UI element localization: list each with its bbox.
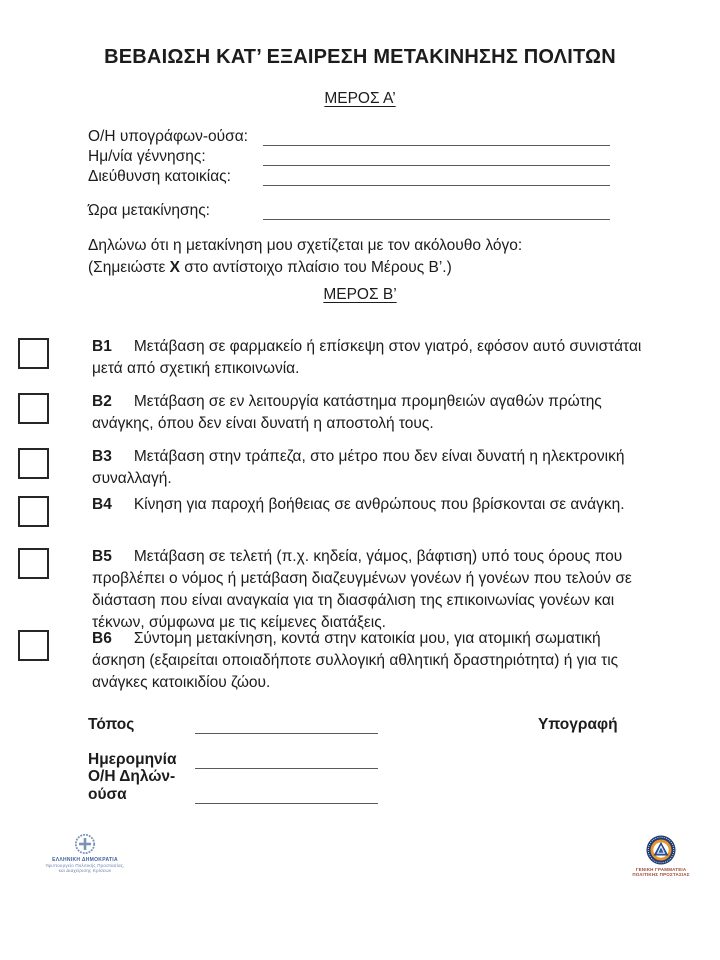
part-b-heading: ΜΕΡΟΣ Β’: [323, 286, 397, 303]
option-b3-text-block: [92, 446, 644, 490]
option-b2: [18, 391, 644, 435]
address-write-line[interactable]: [263, 168, 610, 186]
right-logo-line1: ΓΕΝΙΚΗ ΓΡΑΜΜΑΤΕΙΑ: [635, 867, 687, 872]
option-b2-text-block: [92, 391, 644, 435]
declaration-line2-suffix: στο αντίστοιχο πλαίσιο του Μέρους Β’.): [180, 259, 452, 276]
part-a-heading: ΜΕΡΟΣ Α’: [324, 90, 396, 107]
option-b1: [18, 336, 644, 380]
checkbox-b1[interactable]: [18, 338, 49, 369]
declaration-line1: Δηλώνω ότι η μετακίνηση μου σχετίζεται με τον ακόλουθο λόγο:: [88, 237, 523, 254]
place-label: Τόπος: [88, 716, 135, 733]
declarant-row: [88, 768, 378, 804]
birthdate-label: Ημ/νία γέννησης:: [88, 148, 206, 165]
option-b6-text-block: [92, 628, 644, 694]
civil-protection-emblem-icon: [646, 835, 676, 865]
movement-time-label: Ώρα μετακίνησης:: [88, 202, 210, 219]
option-b1-code: Β1: [92, 338, 112, 355]
option-b3: [18, 446, 644, 490]
field-row-signer: [88, 126, 610, 146]
declarant-write-line[interactable]: [195, 788, 378, 804]
page-title: ΒΕΒΑΙΩΣΗ ΚΑΤ’ ΕΞΑΙΡΕΣΗ ΜΕΤΑΚΙΝΗΣΗΣ ΠΟΛΙΤΩΝ: [104, 46, 616, 68]
checkbox-b3[interactable]: [18, 448, 49, 479]
option-b5: [18, 546, 644, 634]
declaration-x-mark: X: [169, 259, 180, 276]
field-row-address: [88, 166, 610, 186]
place-write-line[interactable]: [195, 718, 378, 734]
part-a-fields: [88, 126, 610, 220]
option-b6: [18, 628, 644, 694]
declaration-line2-prefix: (Σημειώστε: [88, 259, 170, 276]
signature-label: Υπογραφή: [538, 716, 618, 733]
option-b4-text-block: [92, 494, 644, 527]
signer-label: Ο/Η υπογράφων-ούσα:: [88, 128, 248, 145]
field-row-movement-time: [88, 200, 610, 220]
option-b4: [18, 494, 644, 527]
option-b6-text: Σύντομη μετακίνηση, κοντά στην κατοικία μου, για ατομική σωματική άσκηση (εξαιρείται οποιαδήποτε συλλογική αθλητική δραστηριότητα) ή για τις ανάγκες κατοικιδίου ζώου.: [92, 630, 619, 691]
option-b1-text: Μετάβαση σε φαρμακείο ή επίσκεψη στον γιατρό, εφόσον αυτό συνιστάται μετά από σχετική επικοινωνία.: [92, 338, 642, 377]
option-b4-code: Β4: [92, 496, 112, 513]
hellenic-republic-emblem-icon: [74, 833, 96, 855]
place-row: [88, 714, 378, 734]
birthdate-write-line[interactable]: [263, 148, 610, 166]
left-logo-line3: και Διαχείρισης Κρίσεων: [58, 868, 112, 873]
hellenic-republic-logo: [30, 833, 140, 873]
right-logo-line2: ΠΟΛΙΤΙΚΗΣ ΠΡΟΣΤΑΣΙΑΣ: [632, 872, 690, 877]
checkbox-b4[interactable]: [18, 496, 49, 527]
declarant-label: Ο/Η Δηλών-ούσα: [88, 768, 176, 803]
option-b4-text: Κίνηση για παροχή βοήθειας σε ανθρώπους που βρίσκονται σε ανάγκη.: [133, 496, 625, 513]
option-b2-text: Μετάβαση σε εν λειτουργία κατάστημα προμηθειών αγαθών πρώτης ανάγκης, όπου δεν είναι δυνατή η αποστολή τους.: [92, 393, 602, 432]
field-row-birthdate: [88, 146, 610, 166]
option-b2-code: Β2: [92, 393, 112, 410]
checkbox-b5[interactable]: [18, 548, 49, 579]
option-b5-code: Β5: [92, 548, 112, 565]
option-b5-text-block: [92, 546, 644, 634]
address-label: Διεύθυνση κατοικίας:: [88, 168, 231, 185]
checkbox-b6[interactable]: [18, 630, 49, 661]
option-b3-text: Μετάβαση στην τράπεζα, στο μέτρο που δεν είναι δυνατή η ηλεκτρονική συναλλαγή.: [92, 448, 625, 487]
option-b5-text: Μετάβαση σε τελετή (π.χ. κηδεία, γάμος, βάφτιση) υπό τους όρους που προβλέπει ο νόμος ή μετάβαση διαζευγμένων γονέων ή γονέων που τελούν σε διάσταση που είναι αναγκαία για τη διασφάλιση της επικοινωνίας γονέων και τέκνων, σύμφωνα με τις κείμενες διατάξεις.: [92, 548, 632, 631]
movement-time-write-line[interactable]: [263, 202, 610, 220]
signer-write-line[interactable]: [263, 128, 610, 146]
option-b1-text-block: [92, 336, 644, 380]
civil-protection-logo: [606, 835, 716, 877]
declaration-text: [88, 235, 653, 279]
left-logo-line2: Υφυπουργείο Πολιτικής Προστασίας,: [45, 863, 125, 868]
option-b6-code: Β6: [92, 630, 112, 647]
signature-section: [88, 714, 378, 819]
option-b3-code: Β3: [92, 448, 112, 465]
date-row: [88, 749, 378, 769]
date-write-line[interactable]: [195, 753, 378, 769]
left-logo-line1: ΕΛΛΗΝΙΚΗ ΔΗΜΟΚΡΑΤΙΑ: [52, 857, 118, 863]
checkbox-b2[interactable]: [18, 393, 49, 424]
date-label: Ημερομηνία: [88, 751, 177, 768]
